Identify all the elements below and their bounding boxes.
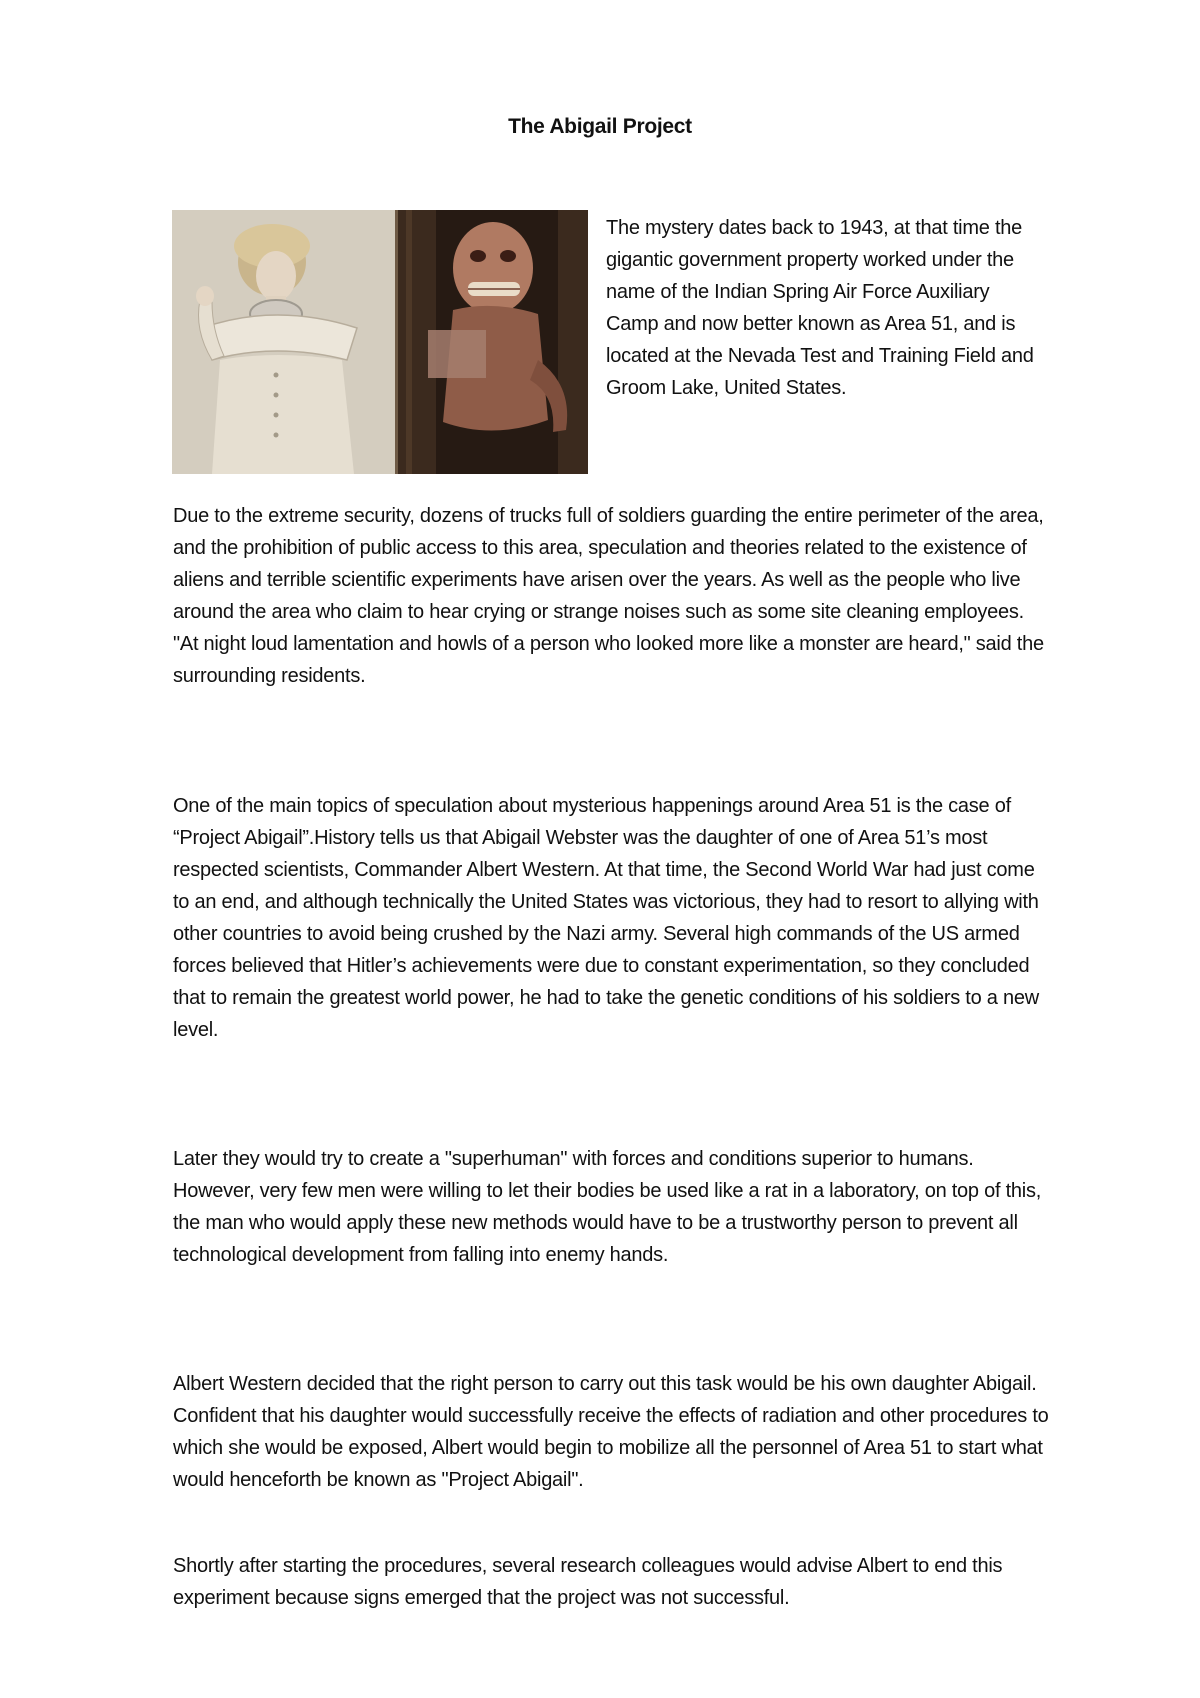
- header-image: [172, 210, 588, 474]
- document-title: The Abigail Project: [508, 115, 692, 138]
- body-paragraph: Shortly after starting the procedures, several research colleagues would advise Albert to end this experiment because signs emerged that the project was not successful.: [173, 1555, 1003, 1609]
- creature-photo: [398, 210, 588, 474]
- body-paragraph: One of the main topics of speculation about mysterious happenings around Area 51 is the case of “Project Abigail”.History tells us that Abigail Webster was the daughter of one of Area 51’s most respected scientists, Commander Albert Western. At that time, the Second World War had just come to an end, and although technically the United States was victorious, they had to resort to allying with other countries to avoid being crushed by the Nazi army. Several high commands of the US armed forces believed that Hitler’s achievements were due to constant experimentation, so they concluded that to remain the greatest world power, he had to take the genetic conditions of his soldiers to a new level.: [173, 795, 1039, 1041]
- body-paragraph: Due to the extreme security, dozens of trucks full of soldiers guarding the entire perimeter of the area, and the prohibition of public access to this area, speculation and theories related to the existence of aliens and terrible scientific experiments have arisen over the years. As well as the people who live around the area who claim to hear crying or strange noises such as some site cleaning employees. "At night loud lamentation and howls of a person who looked more like a monster are heard," said the surrounding residents.: [173, 505, 1044, 687]
- vintage-woman-photo: [172, 210, 395, 474]
- intro-paragraph: The mystery dates back to 1943, at that time the gigantic government property worked under the name of the Indian Spring Air Force Auxiliary Camp and now better known as Area 51, and is located at the Nevada Test and Training Field and Groom Lake, United States.: [606, 217, 1034, 399]
- body-paragraph: Albert Western decided that the right person to carry out this task would be his own daughter Abigail. Confident that his daughter would successfully receive the effects of radiation and other procedures to which she would be exposed, Albert would begin to mobilize all the personnel of Area 51 to start what would henceforth be known as "Project Abigail".: [173, 1373, 1049, 1491]
- body-paragraph: Later they would try to create a "superhuman" with forces and conditions superior to humans. However, very few men were willing to let their bodies be used like a rat in a laboratory, on top of this, the man who would apply these new methods would have to be a trustworthy person to prevent all technological development from falling into enemy hands.: [173, 1148, 1042, 1266]
